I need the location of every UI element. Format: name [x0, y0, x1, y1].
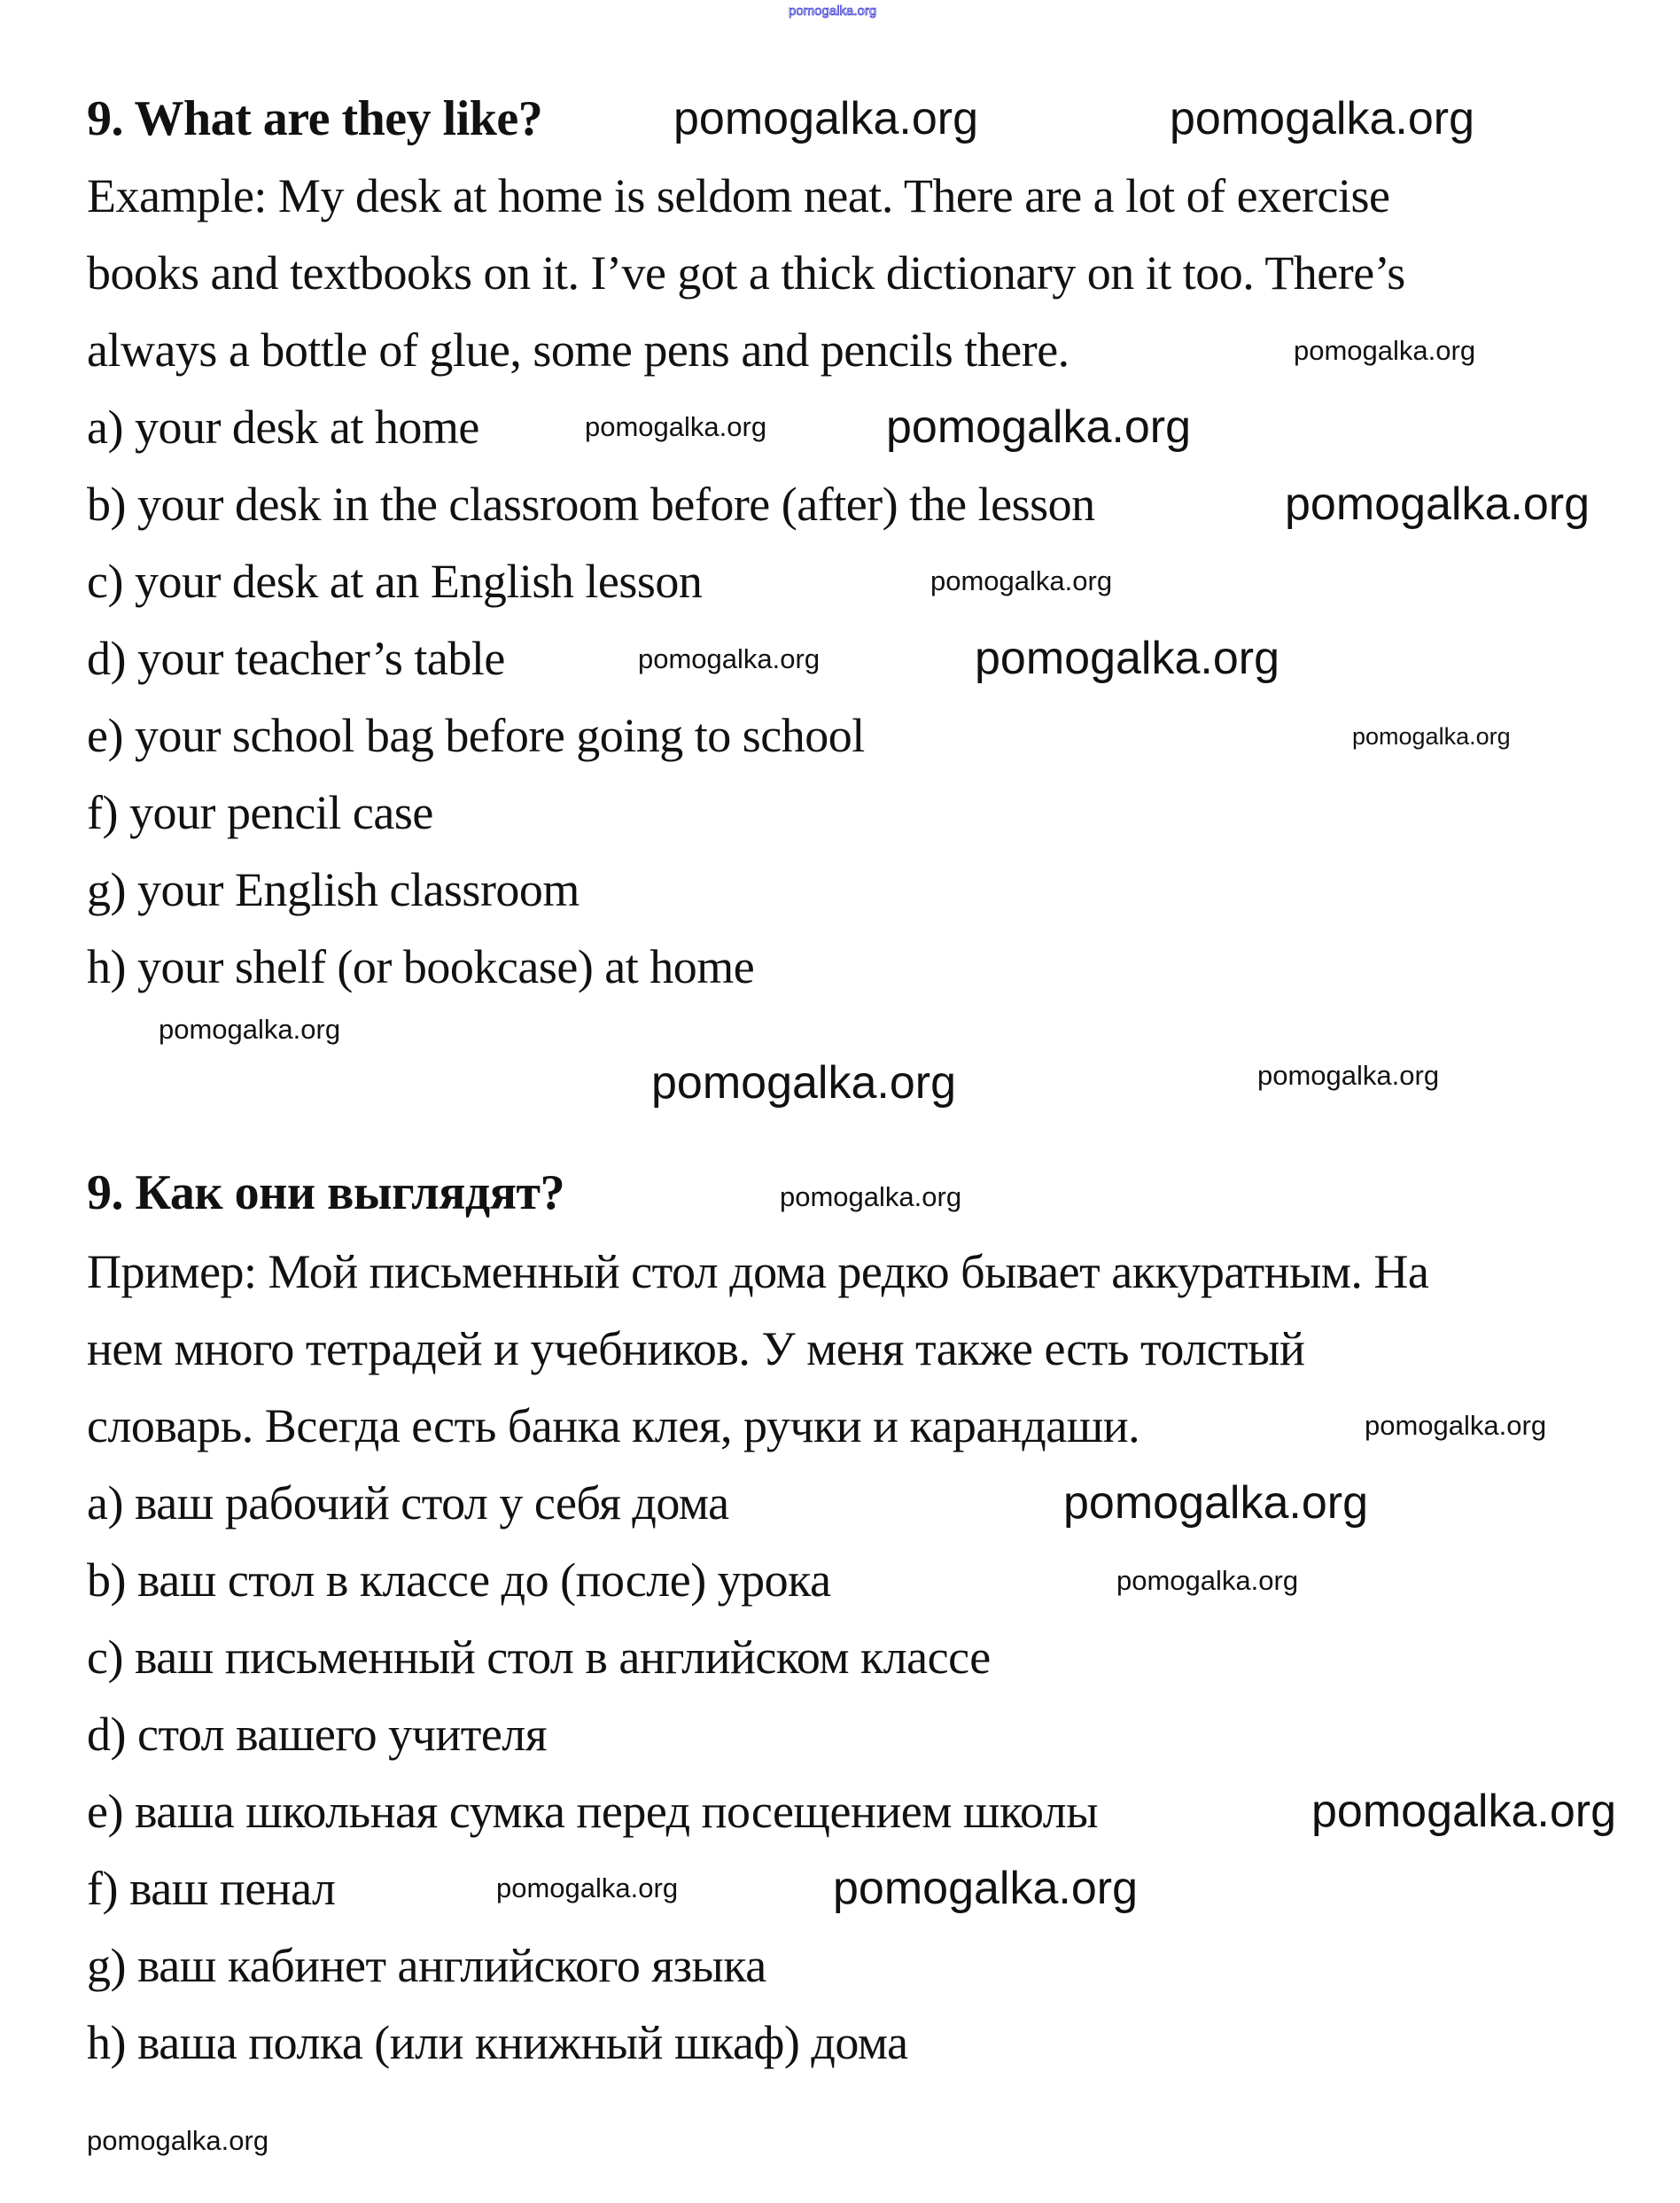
list-item: h) ваша полка (или книжный шкаф) дома	[87, 2016, 908, 2069]
example-text-line: Пример: Мой письменный стол дома редко бывает аккуратным. На	[87, 1245, 1429, 1298]
watermark: pomogalka.org	[780, 1181, 962, 1212]
example-text-line: словарь. Всегда есть банка клея, ручки и карандаши.	[87, 1399, 1140, 1452]
list-item: d) your teacher’s table	[87, 632, 505, 685]
watermark: pomogalka.org	[87, 2125, 269, 2156]
watermark: pomogalka.org	[930, 565, 1113, 596]
list-item: a) your desk at home	[87, 401, 479, 454]
list-item: e) your school bag before going to school	[87, 709, 865, 762]
russian-heading: 9. Как они выглядят?	[87, 1165, 565, 1220]
watermark: pomogalka.org	[159, 1014, 341, 1045]
watermark: pomogalka.org	[975, 633, 1279, 684]
list-item: f) your pencil case	[87, 786, 433, 839]
list-item: b) your desk in the classroom before (after) the lesson	[87, 478, 1095, 531]
list-item: f) ваш пенал	[87, 1862, 336, 1915]
watermark: pomogalka.org	[1311, 1786, 1616, 1837]
watermark: pomogalka.org	[496, 1872, 679, 1903]
watermark: pomogalka.org	[673, 93, 978, 144]
list-item: g) your English classroom	[87, 863, 579, 916]
example-text-line: books and textbooks on it. I’ve got a thick dictionary on it too. There’s	[87, 246, 1405, 300]
watermark: pomogalka.org	[1294, 335, 1476, 366]
watermark: pomogalka.org	[638, 643, 821, 674]
watermark: pomogalka.org	[1170, 93, 1474, 144]
list-item: g) ваш кабинет английского языка	[87, 1939, 766, 1992]
list-item: c) your desk at an English lesson	[87, 555, 703, 608]
list-item: d) стол вашего учителя	[87, 1708, 548, 1761]
watermark: pomogalka.org	[1063, 1477, 1368, 1529]
list-item: h) your shelf (or bookcase) at home	[87, 940, 755, 993]
watermark: pomogalka.org	[1352, 723, 1511, 750]
example-text-line: always a bottle of glue, some pens and pencils there.	[87, 323, 1069, 377]
watermark: pomogalka.org	[651, 1057, 956, 1109]
watermark: pomogalka.org	[886, 401, 1191, 453]
watermark: pomogalka.org	[585, 411, 767, 442]
example-text-line: нем много тетрадей и учебников. У меня также есть толстый	[87, 1322, 1305, 1375]
list-item: c) ваш письменный стол в английском классе	[87, 1631, 991, 1684]
watermark: pomogalka.org	[833, 1863, 1138, 1914]
top-watermark: pomogalka.org	[789, 4, 877, 19]
watermark: pomogalka.org	[1285, 479, 1590, 530]
example-text-line: Example: My desk at home is seldom neat. There are a lot of exercise	[87, 169, 1390, 222]
english-heading: 9. What are they like?	[87, 91, 543, 146]
watermark: pomogalka.org	[1257, 1060, 1440, 1091]
list-item: a) ваш рабочий стол у себя дома	[87, 1476, 729, 1530]
list-item: b) ваш стол в классе до (после) урока	[87, 1553, 831, 1607]
list-item: e) ваша школьная сумка перед посещением школы	[87, 1785, 1099, 1838]
watermark: pomogalka.org	[1116, 1565, 1299, 1596]
watermark: pomogalka.org	[1365, 1410, 1547, 1441]
